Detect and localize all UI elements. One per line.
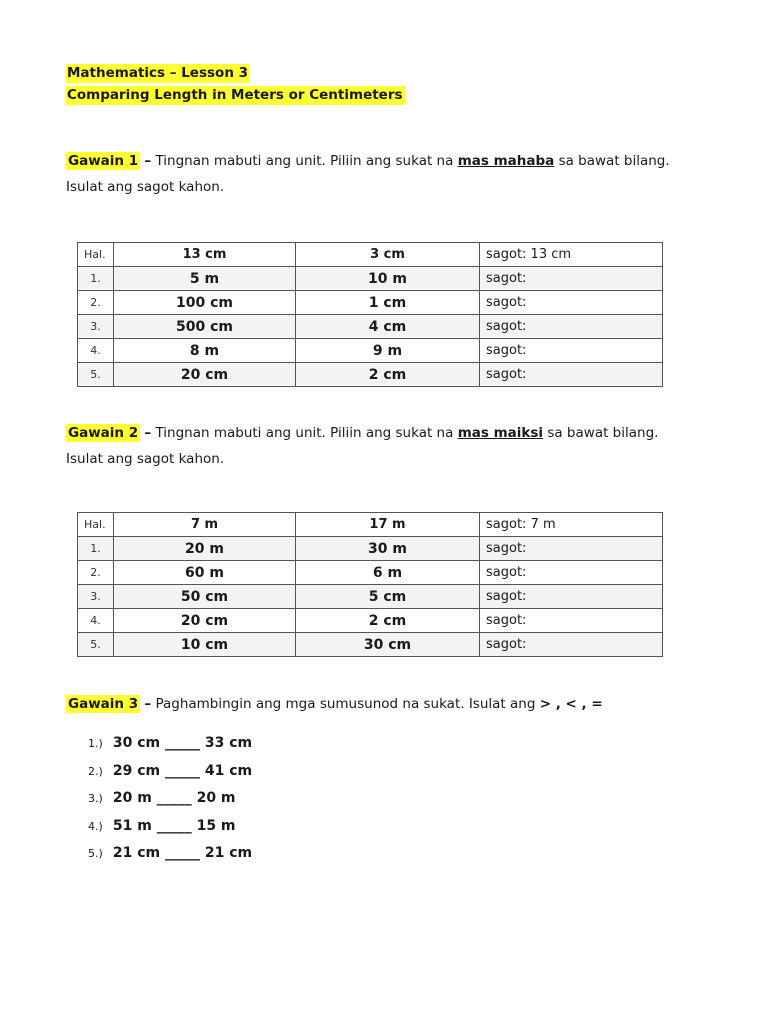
- answer-cell[interactable]: sagot:: [480, 537, 663, 561]
- table-row: [78, 633, 663, 657]
- measure-a: 20 m: [114, 537, 296, 561]
- list-item: [88, 730, 252, 758]
- measure-b: 9 m: [296, 339, 480, 363]
- item-number: 1.): [88, 737, 103, 750]
- measure-a: 30 cm: [112, 735, 161, 751]
- answer-cell[interactable]: sagot:: [480, 633, 663, 657]
- row-number: 5.: [78, 633, 114, 657]
- gawain3-label: Gawain 3: [68, 696, 139, 712]
- answer-blank[interactable]: _____: [156, 817, 192, 834]
- measure-b: 4 cm: [296, 315, 480, 339]
- measure-a: 100 cm: [114, 291, 296, 315]
- answer-blank[interactable]: _____: [165, 762, 200, 779]
- measure-b: 2 cm: [296, 609, 480, 633]
- measure-a: 7 m: [114, 513, 296, 537]
- measure-a: 20 cm: [114, 363, 296, 387]
- item-number: 3.): [88, 792, 103, 805]
- measure-a: 5 m: [114, 267, 296, 291]
- gawain1-text-after: sa bawat bilang. Isulat ang sagot kahon.: [66, 153, 670, 195]
- measure-b: 1 cm: [296, 291, 480, 315]
- gawain1-dash: –: [144, 153, 152, 169]
- lesson-title: [66, 62, 405, 106]
- row-number: 2.: [78, 291, 114, 315]
- answer-cell[interactable]: sagot:: [480, 267, 663, 291]
- row-number: 3.: [78, 585, 114, 609]
- list-item: [88, 758, 252, 786]
- measure-b: 41 cm: [204, 762, 253, 779]
- row-number: Hal.: [78, 513, 114, 537]
- measure-b: 2 cm: [296, 363, 480, 387]
- title-line-1: Mathematics – Lesson 3: [67, 65, 249, 81]
- answer-blank[interactable]: _____: [165, 845, 200, 861]
- gawain1-instructions: [66, 148, 676, 200]
- comparison-list: [88, 730, 252, 868]
- row-number: 4.: [78, 609, 114, 633]
- measure-a: 10 cm: [114, 633, 296, 657]
- comparison-symbols: > , < , =: [539, 696, 603, 712]
- list-item: [88, 813, 252, 841]
- answer-cell[interactable]: sagot:: [480, 339, 663, 363]
- gawain2-table: [77, 512, 663, 657]
- measure-b: 6 m: [296, 561, 480, 585]
- gawain1-emphasis: mas mahaba: [457, 153, 555, 169]
- measure-b: 20 m: [196, 790, 236, 806]
- row-number: 1.: [78, 537, 114, 561]
- table-row: [78, 513, 663, 537]
- answer-blank[interactable]: _____: [156, 790, 192, 806]
- measure-a: 50 cm: [114, 585, 296, 609]
- table-row: [78, 363, 663, 387]
- measure-b: 5 cm: [296, 585, 480, 609]
- measure-a: 21 cm: [112, 845, 161, 861]
- measure-b: 17 m: [296, 513, 480, 537]
- measure-b: 33 cm: [204, 735, 253, 751]
- item-number: 4.): [88, 819, 103, 833]
- answer-cell[interactable]: sagot:: [480, 363, 663, 387]
- gawain2-dash: –: [144, 425, 152, 441]
- gawain3-dash: –: [144, 696, 152, 712]
- item-number: 2.): [88, 764, 103, 778]
- row-number: 2.: [78, 561, 114, 585]
- measure-a: 20 m: [112, 790, 152, 806]
- row-number: 3.: [78, 315, 114, 339]
- list-item: [88, 785, 252, 813]
- measure-a: 8 m: [114, 339, 296, 363]
- answer-cell[interactable]: sagot:: [480, 315, 663, 339]
- answer-cell[interactable]: sagot:: [480, 561, 663, 585]
- answer-blank[interactable]: _____: [165, 735, 200, 751]
- measure-a: 60 m: [114, 561, 296, 585]
- table-row: [78, 339, 663, 363]
- measure-b: 10 m: [296, 267, 480, 291]
- answer-cell[interactable]: sagot:: [480, 585, 663, 609]
- measure-b: 15 m: [196, 817, 236, 834]
- answer-cell[interactable]: sagot:: [480, 291, 663, 315]
- table-row: [78, 267, 663, 291]
- gawain1-text-before: Tingnan mabuti ang unit. Piliin ang sukat na: [151, 153, 458, 169]
- table-row: [78, 243, 663, 267]
- gawain2-instructions: [66, 420, 676, 472]
- item-number: 5.): [88, 847, 103, 860]
- measure-a: 500 cm: [114, 315, 296, 339]
- measure-b: 21 cm: [204, 845, 253, 861]
- measure-b: 30 cm: [296, 633, 480, 657]
- table-row: [78, 537, 663, 561]
- gawain3-instructions: [66, 691, 676, 717]
- answer-cell[interactable]: sagot:: [480, 609, 663, 633]
- answer-cell: sagot: 7 m: [480, 513, 663, 537]
- measure-a: 13 cm: [114, 243, 296, 267]
- measure-b: 3 cm: [296, 243, 480, 267]
- gawain3-text: Paghambingin ang mga sumusunod na sukat. Isulat ang: [151, 696, 540, 712]
- gawain2-text-after: sa bawat bilang. Isulat ang sagot kahon.: [66, 425, 659, 467]
- table-row: [78, 561, 663, 585]
- gawain2-emphasis: mas maiksi: [457, 425, 544, 441]
- gawain1-label: Gawain 1: [68, 153, 139, 169]
- table-row: [78, 315, 663, 339]
- measure-a: 20 cm: [114, 609, 296, 633]
- gawain2-text-before: Tingnan mabuti ang unit. Piliin ang sukat na: [151, 425, 458, 441]
- measure-a: 51 m: [112, 817, 152, 834]
- table-row: [78, 609, 663, 633]
- table-row: [78, 585, 663, 609]
- row-number: 1.: [78, 267, 114, 291]
- table-row: [78, 291, 663, 315]
- row-number: 5.: [78, 363, 114, 387]
- row-number: 4.: [78, 339, 114, 363]
- row-number: Hal.: [78, 243, 114, 267]
- title-line-2: Comparing Length in Meters or Centimeters: [67, 87, 403, 103]
- measure-b: 30 m: [296, 537, 480, 561]
- measure-a: 29 cm: [112, 762, 161, 779]
- gawain1-table: [77, 242, 663, 387]
- answer-cell: sagot: 13 cm: [480, 243, 663, 267]
- list-item: [88, 840, 252, 868]
- gawain2-label: Gawain 2: [68, 425, 139, 441]
